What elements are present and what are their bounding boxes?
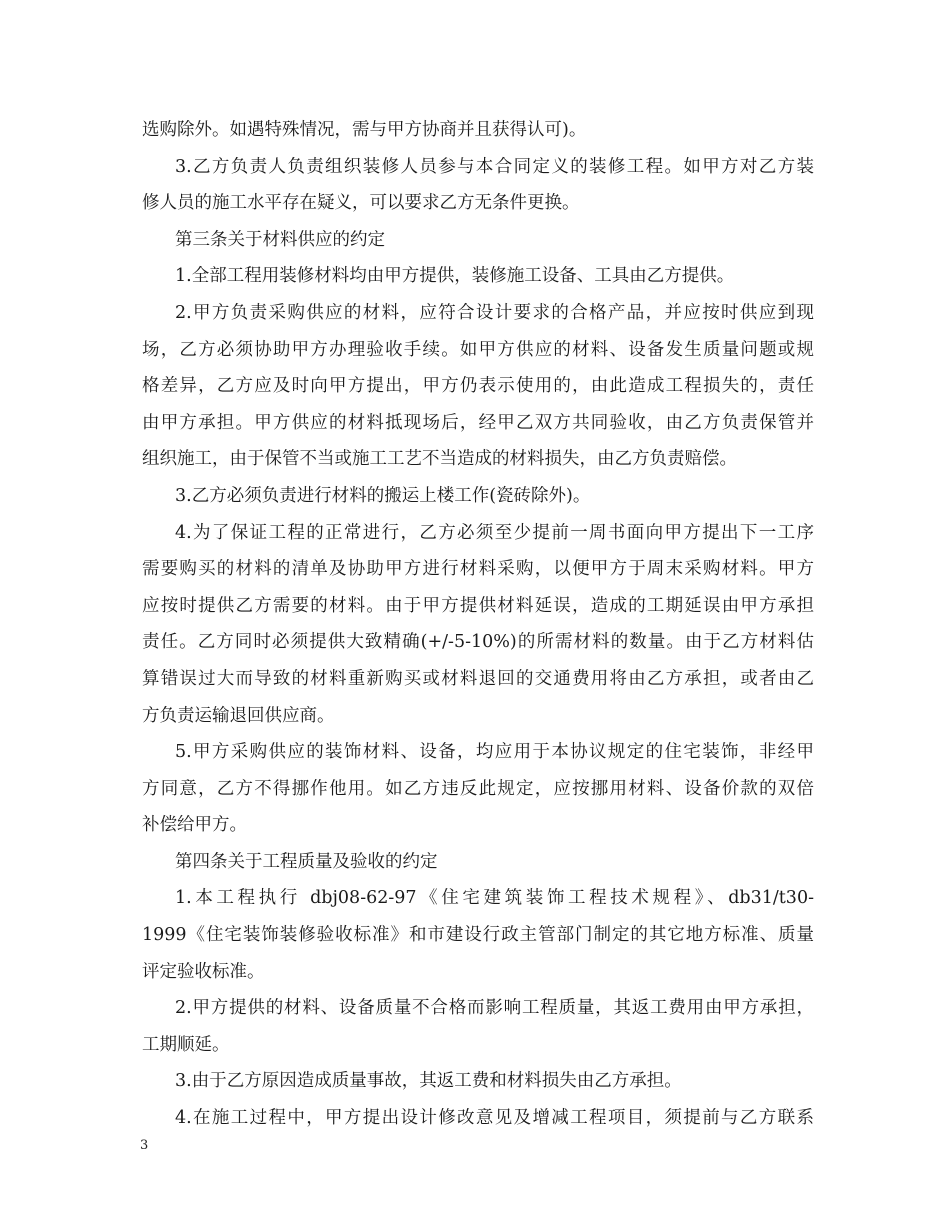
text-line: 责任。乙方同时必须提供大致精确(+/-5-10%)的所需材料的数量。由于乙方材料估 xyxy=(142,632,814,653)
text-line: 1.本工程执行 dbj08-62-97《住宅建筑装饰工程技术规程》、db31/t30- xyxy=(175,888,814,909)
text-line: 2.甲方提供的材料、设备质量不合格而影响工程质量，其返工费用由甲方承担， xyxy=(175,998,814,1019)
text-line: 3.乙方负责人负责组织装修人员参与本合同定义的装修工程。如甲方对乙方装 xyxy=(175,156,814,177)
text-line: 应按时提供乙方需要的材料。由于甲方提供材料延误，造成的工期延误由甲方承担 xyxy=(142,595,814,616)
text-line: 5.甲方采购供应的装饰材料、设备，均应用于本协议规定的住宅装饰，非经甲 xyxy=(175,742,814,763)
text-line: 4.为了保证工程的正常进行，乙方必须至少提前一周书面向甲方提出下一工序 xyxy=(175,522,814,543)
text-line: 由甲方承担。甲方供应的材料抵现场后，经甲乙双方共同验收，由乙方负责保管并 xyxy=(142,412,814,433)
text-line: 补偿给甲方。 xyxy=(142,815,247,836)
text-line: 组织施工，由于保管不当或施工工艺不当造成的材料损失，由乙方负责赔偿。 xyxy=(142,449,737,470)
text-line: 1999《住宅装饰装修验收标准》和市建设行政主管部门制定的其它地方标准、质量 xyxy=(142,925,814,946)
document-body xyxy=(142,112,814,1137)
text-line: 评定验收标准。 xyxy=(142,961,265,982)
section-heading: 第四条关于工程质量及验收的约定 xyxy=(175,851,438,872)
text-line: 需要购买的材料的清单及协助甲方进行材料采购，以便甲方于周末采购材料。甲方 xyxy=(142,559,814,580)
text-line: 场，乙方必须协助甲方办理验收手续。如甲方供应的材料、设备发生质量问题或规 xyxy=(142,339,814,360)
text-line: 方负责运输退回供应商。 xyxy=(142,705,335,726)
text-line: 选购除外。如遇特殊情况，需与甲方协商并且获得认可)。 xyxy=(142,120,587,140)
text-line: 算错误过大而导致的材料重新购买或材料退回的交通费用将由乙方承担，或者由乙 xyxy=(142,668,814,689)
text-line: 3.由于乙方原因造成质量事故，其返工费和材料损失由乙方承担。 xyxy=(175,1071,682,1092)
text-line: 格差异，乙方应及时向甲方提出，甲方仍表示使用的，由此造成工程损失的，责任 xyxy=(142,376,814,397)
text-line: 4.在施工过程中，甲方提出设计修改意见及增减工程项目，须提前与乙方联系 xyxy=(175,1108,814,1129)
text-line: 2.甲方负责采购供应的材料，应符合设计要求的合格产品，并应按时供应到现 xyxy=(175,302,814,323)
section-heading: 第三条关于材料供应的约定 xyxy=(175,229,385,250)
text-line: 工期顺延。 xyxy=(142,1034,230,1055)
page-number: 3 xyxy=(140,1138,149,1153)
text-line: 方同意，乙方不得挪作他用。如乙方违反此规定，应按挪用材料、设备价款的双倍 xyxy=(142,778,814,799)
text-line: 1.全部工程用装修材料均由甲方提供，装修施工设备、工具由乙方提供。 xyxy=(175,266,735,287)
text-line: 3.乙方必须负责进行材料的搬运上楼工作(瓷砖除外)。 xyxy=(175,485,591,506)
text-line: 修人员的施工水平存在疑义，可以要求乙方无条件更换。 xyxy=(142,193,580,214)
